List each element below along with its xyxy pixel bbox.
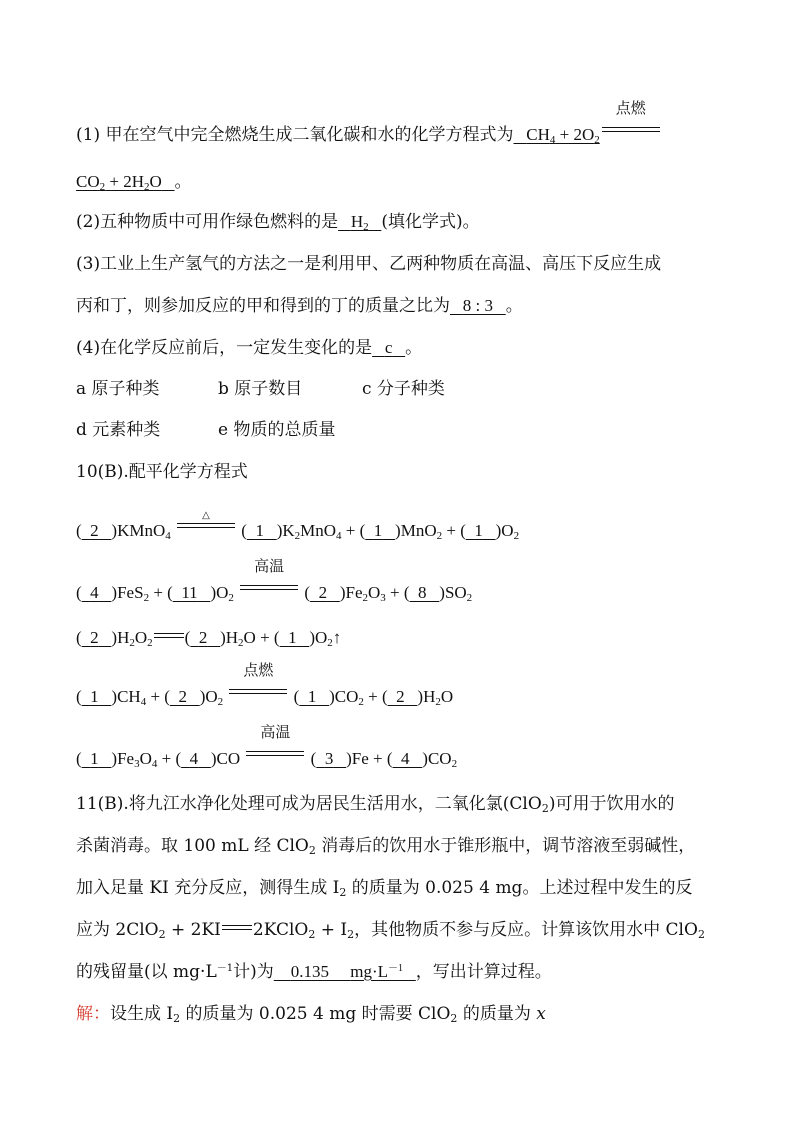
q1-reaction-condition: 点燃 xyxy=(600,116,662,140)
q1-line2: $CO_2 + 2H_2O$ 。 xyxy=(76,172,192,193)
q4-options-row1 xyxy=(76,377,445,401)
q11-line4: 应为 2ClO$_2$ + 2KI 2KClO$_2$ + $I_2$，其他物质不参与反应。计算该饮用水中 ClO$_2$ xyxy=(76,920,705,941)
q11-line1: 11(B).将九江水净化处理可成为居民生活用水，二氧化氯(ClO$_2$)可用于饮用水的 xyxy=(76,794,675,815)
q2-line: (2)五种物质中可用作绿色燃料的是 $H_2$ (填化学式)。 xyxy=(76,212,480,233)
q3-line1: (3)工业上生产氢气的方法之一是利用甲、乙两种物质在高温、高压下反应生成 xyxy=(76,254,662,274)
q4-option-a: a 原子种类 xyxy=(76,379,160,399)
q1-line1 xyxy=(76,99,662,147)
q11-line3: 加入足量 KI 充分反应，测得生成 $I_2$ 的质量为 0.025 4 mg。上述过程中发生的反 xyxy=(76,878,693,899)
q11-equals xyxy=(222,925,252,930)
q10-equation-2: ( 4 )FeS$_2$ + ( 11 )$O_2$ 高温 ( 2 )$Fe_2O_3$ + ( 8 )$SO_2$ xyxy=(76,557,473,604)
q10-equation-1: ( 2 )KMnO$_4$ △ ( 1 )$K_2MnO_4$ + ( 1 )MnO$_2$ + ( 1 )$O_2$ xyxy=(76,510,520,542)
q4-options-row2 xyxy=(76,418,335,442)
variable-x: x xyxy=(536,1004,546,1024)
q4-option-d: d 元素种类 xyxy=(76,420,161,440)
q10-equation-5: ( 1 )$Fe_3O_4$ + ( 4 )CO 高温 ( 3 )Fe + ( 4 )$CO_2$ xyxy=(76,723,458,770)
q3-answer: 8 : 3 xyxy=(462,296,493,315)
q1-answer-part2: $CO_2 + 2H_2O$ xyxy=(76,172,162,193)
q10-eq4-condition: 点燃 xyxy=(227,678,289,702)
q10-eq3-equals xyxy=(154,633,184,638)
q10-eq2-condition: 高温 xyxy=(238,574,300,598)
q11-line5: 的残留量(以 $mg\cdot L^{-1}$计)为 0.135 $mg\cdot L^{-1}$ ，写出计算过程。 xyxy=(76,962,552,982)
q10-eq5-condition: 高温 xyxy=(244,740,306,764)
q11-line2: 杀菌消毒。取 100 mL 经 ClO$_2$ 消毒后的饮用水于锥形瓶中，调节溶液至弱碱性， xyxy=(76,836,696,857)
q10-title: 10(B).配平化学方程式 xyxy=(76,462,248,482)
q10-equation-4: ( 1 )$CH_4$ + ( 2 )$O_2$ 点燃 ( 1 )$CO_2$ + ( 2 )$H_2O$ xyxy=(76,661,454,708)
solution-label: 解： xyxy=(76,1004,110,1024)
q4-option-b: b 原子数目 xyxy=(218,379,303,399)
q4-answer: c xyxy=(384,338,393,357)
q1-stem: (1) 甲在空气中完全燃烧生成二氧化碳和水的化学方程式为 xyxy=(76,125,514,145)
q1-answer-part1: $CH_4 + 2O_2$ xyxy=(526,125,600,146)
q4-option-c: c 分子种类 xyxy=(362,379,445,399)
q3-line2: 丙和丁，则参加反应的甲和得到的丁的质量之比为 8 : 3 。 xyxy=(76,296,523,316)
q4-line: (4)在化学反应前后，一定发生变化的是 c 。 xyxy=(76,338,423,358)
q10-eq1-condition: △ xyxy=(175,512,237,536)
q2-answer: $H_2$ xyxy=(350,212,369,233)
q11-answer: 0.135 $mg\cdot L^{-1}$ xyxy=(290,962,404,981)
q11-solution-line: 解：设生成 $I_2$ 的质量为 0.025 4 mg 时需要 ClO$_2$ 的质量为 x xyxy=(76,1004,546,1025)
q4-option-e: e 物质的总质量 xyxy=(218,420,336,440)
q10-equation-3: ( 2 )$H_2O_2$ ( 2 )$H_2O$ + ( 1 )$O_2↑$ xyxy=(76,628,342,649)
